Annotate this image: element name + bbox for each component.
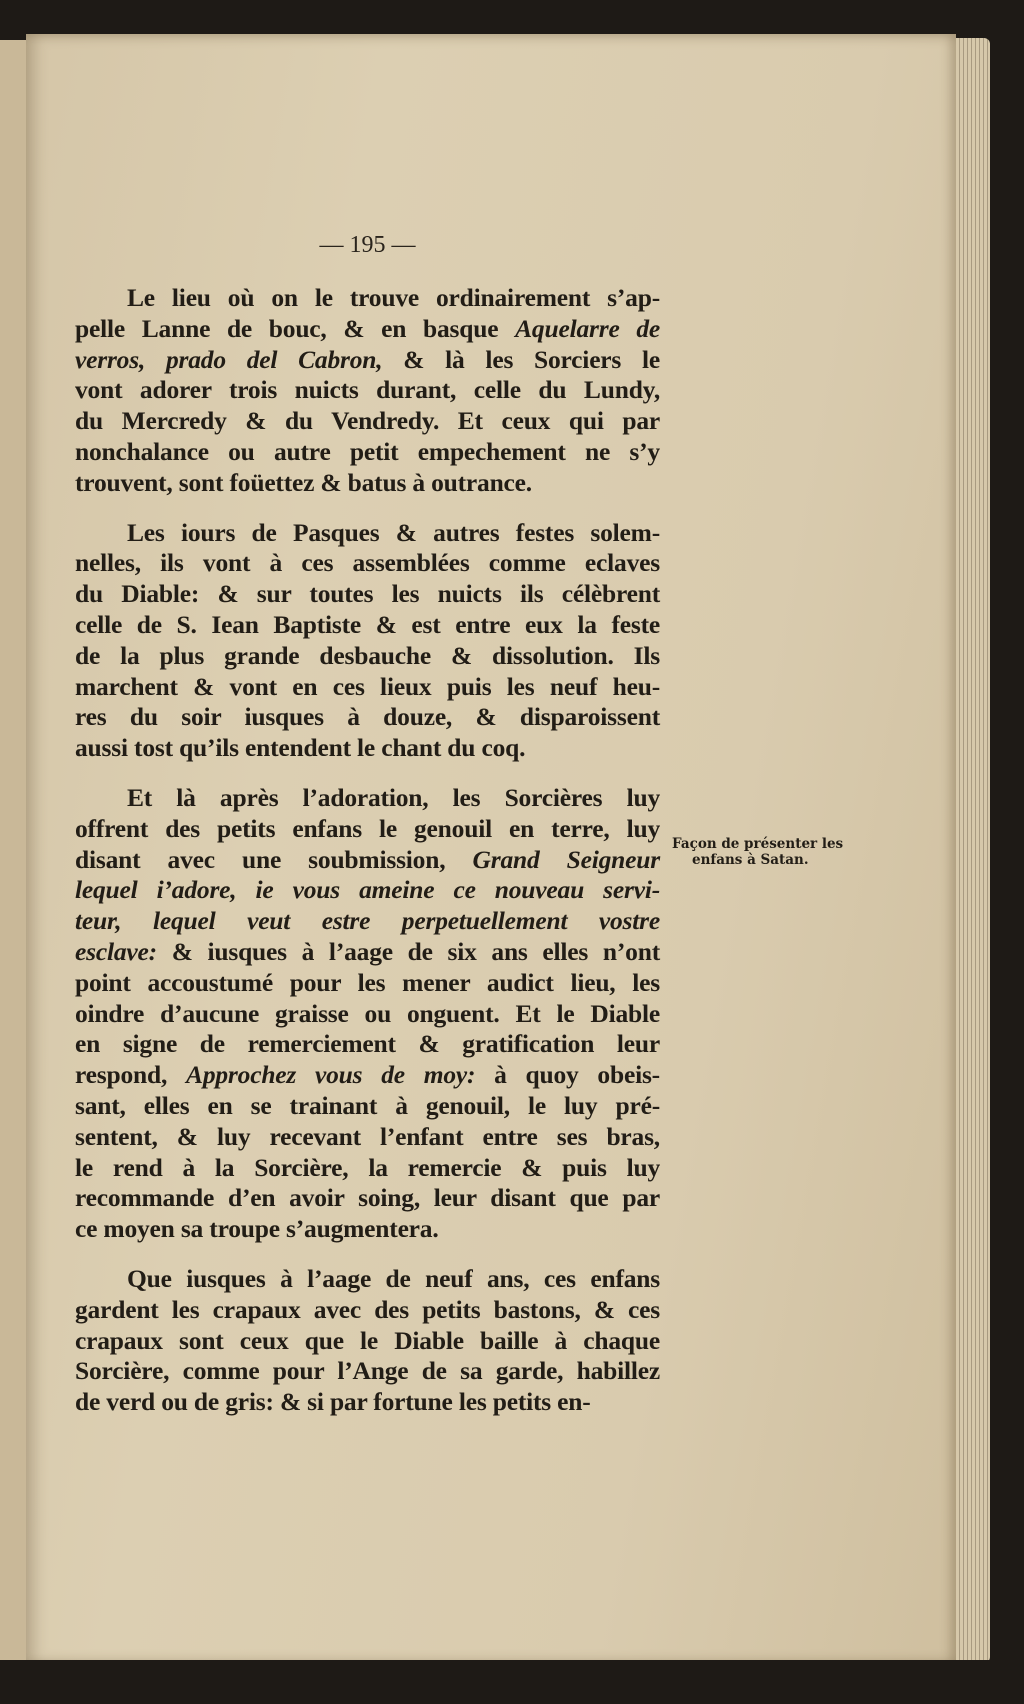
text-line xyxy=(75,437,660,468)
italic-text: Aquelarre de xyxy=(515,313,660,343)
text-line xyxy=(75,548,660,579)
italic-text: Grand Seigneur xyxy=(472,844,660,874)
text-line xyxy=(75,783,660,814)
text-line xyxy=(75,1356,660,1387)
text-line xyxy=(75,937,660,968)
paragraph xyxy=(75,283,660,499)
italic-text: verros, prado del Cabron, xyxy=(75,344,383,374)
text-line xyxy=(75,579,660,610)
text-line xyxy=(75,845,660,876)
margin-note xyxy=(672,836,843,868)
text-segment: à quoy obeis- xyxy=(475,1060,660,1090)
text-line xyxy=(75,1214,660,1245)
text-segment: trouvent, sont foüettez & batus à outrance. xyxy=(75,467,532,497)
margin-note-line: enfans à Satan. xyxy=(692,852,809,868)
text-line xyxy=(75,1295,660,1326)
text-segment: & là les Sorciers le xyxy=(382,344,660,374)
paragraph xyxy=(75,518,660,764)
text-line xyxy=(75,283,660,314)
text-segment: ce moyen sa troupe s’augmentera. xyxy=(75,1214,439,1244)
text-segment: Le lieu où on le trouve ordinairement s’ap- xyxy=(127,283,660,312)
italic-text: teur, lequel veut estre perpetuellement vostre xyxy=(75,906,660,936)
text-segment: res du soir iusques à douze, & disparoissent xyxy=(75,702,660,732)
text-segment: oindre d’aucune graisse ou onguent. Et le Diable xyxy=(75,998,660,1028)
text-segment: gardent les crapaux avec des petits bastons, & ces xyxy=(75,1294,660,1324)
text-line xyxy=(75,672,660,703)
text-line xyxy=(75,314,660,345)
text-line xyxy=(75,1091,660,1122)
text-segment: en signe de remerciement & gratification leur xyxy=(75,1029,660,1059)
text-segment: sant, elles en se trainant à genouil, le luy pré- xyxy=(75,1090,660,1120)
text-line xyxy=(75,1122,660,1153)
text-segment: pelle Lanne de bouc, & en basque xyxy=(75,313,516,343)
text-line xyxy=(75,702,660,733)
text-line xyxy=(75,875,660,906)
text-segment: de verd ou de gris: & si par fortune les petits en- xyxy=(75,1387,591,1417)
scan-background xyxy=(0,1660,1024,1704)
italic-text: lequel i’adore, ie vous ameine ce nouveau servi- xyxy=(75,875,660,905)
text-segment: du Mercredy & du Vendredy. Et ceux qui par xyxy=(75,406,660,436)
text-segment: nonchalance ou autre petit empechement ne s’y xyxy=(75,436,660,466)
text-line xyxy=(75,814,660,845)
text-segment: le rend à la Sorcière, la remercie & puis luy xyxy=(75,1152,660,1182)
text-segment: Et là après l’adoration, les Sorcières luy xyxy=(127,782,660,812)
text-segment: du Diable: & sur toutes les nuicts ils célèbrent xyxy=(75,579,660,609)
text-line xyxy=(75,1387,660,1418)
text-segment: Que iusques à l’aage de neuf ans, ces enfans xyxy=(127,1263,660,1293)
text-line xyxy=(75,468,660,499)
text-line xyxy=(75,1060,660,1091)
text-line xyxy=(75,406,660,437)
text-line xyxy=(75,1183,660,1214)
text-line xyxy=(75,641,660,672)
text-line xyxy=(75,1326,660,1357)
paragraph xyxy=(75,1264,660,1418)
text-segment: nelles, ils vont à ces assemblées comme eclaves xyxy=(75,548,660,578)
text-line xyxy=(75,345,660,376)
text-line xyxy=(75,1264,660,1295)
text-segment: Les iours de Pasques & autres festes solem- xyxy=(127,517,660,547)
paragraph xyxy=(75,783,660,1245)
page-number: — 195 — xyxy=(319,232,416,258)
text-line xyxy=(75,733,660,764)
text-segment: recommande d’en avoir soing, leur disant que par xyxy=(75,1183,660,1213)
margin-note-line: Façon de présenter les xyxy=(672,836,844,852)
text-line xyxy=(75,1153,660,1184)
text-segment: Sorcière, comme pour l’Ange de sa garde, habillez xyxy=(75,1356,660,1386)
text-line xyxy=(75,518,660,549)
text-segment: & iusques à l’aage de six ans elles n’ont xyxy=(156,936,660,966)
text-segment: vont adorer trois nuicts durant, celle du Lundy, xyxy=(75,375,660,405)
body-text xyxy=(75,283,660,1437)
text-segment: respond, xyxy=(75,1060,187,1090)
text-segment: marchent & vont en ces lieux puis les neuf heu- xyxy=(75,671,660,701)
italic-text: esclave: xyxy=(75,936,157,966)
text-segment: sentent, & luy recevant l’enfant entre ses bras, xyxy=(75,1121,660,1151)
text-line xyxy=(75,906,660,937)
text-line xyxy=(75,610,660,641)
italic-text: Approchez vous de moy: xyxy=(186,1060,476,1090)
text-segment: disant avec une soubmission, xyxy=(75,844,473,874)
text-segment: de la plus grande desbauche & dissolution. Ils xyxy=(75,640,660,670)
text-segment: celle de S. Iean Baptiste & est entre eux la feste xyxy=(75,609,660,639)
text-line xyxy=(75,968,660,999)
text-line xyxy=(75,375,660,406)
text-segment: point accoustumé pour les mener audict lieu, les xyxy=(75,967,660,997)
text-segment: crapaux sont ceux que le Diable baille à chaque xyxy=(75,1325,660,1355)
text-segment: aussi tost qu’ils entendent le chant du coq. xyxy=(75,733,526,763)
text-line xyxy=(75,999,660,1030)
text-segment: offrent des petits enfans le genouil en terre, luy xyxy=(75,813,660,843)
text-line xyxy=(75,1029,660,1060)
